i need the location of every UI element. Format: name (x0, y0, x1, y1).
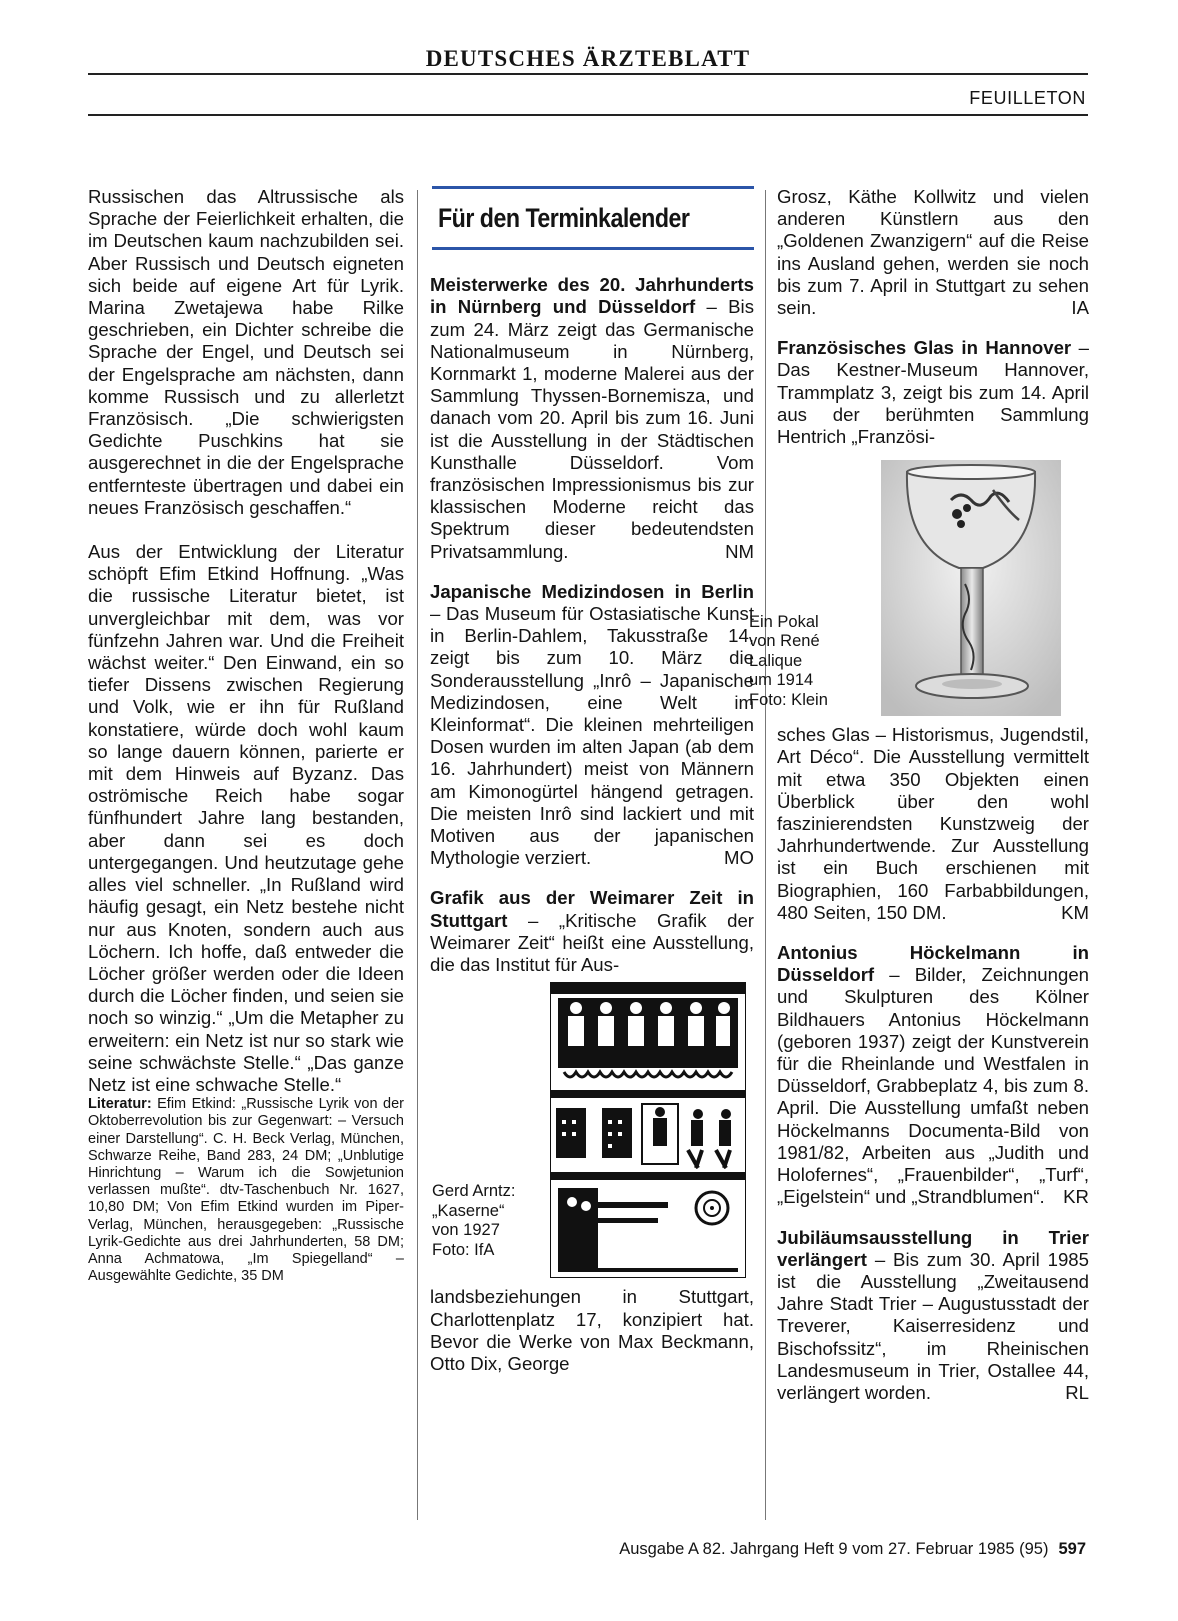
page-footer (619, 1540, 1086, 1559)
issue-info: Ausgabe A 82. Jahrgang Heft 9 vom 27. Februar 1985 (95) (619, 1540, 1049, 1558)
article (430, 887, 754, 976)
literature-text: Efim Etkind: „Russische Lyrik von der Oktoberrevolution bis zur Gegenwart: – Versuch einer Darstellung“. C. H. Beck Verlag, München, Schwarze Reihe, Band 283, 24 DM; „Unblutige Hinrichtung – Warum ich die Sowjetunion verlassen mußte“. dtv-Taschenbuch Nr. 1627, 10,80 DM; Von Efim Etkind wurden im Piper-Verlag, München, herausgegeben: „Russische Lyrik-Gedichte aus drei Jahrhunderten, 58 DM; Anna Achmatowa, „Im Spiegelland“ – Ausgewählte Gedichte, 35 DM (88, 1096, 404, 1285)
article-title: Japanische Medizindosen in Berlin (430, 580, 754, 602)
article-title: Jubiläumsausstellung in Trier verlängert (777, 1226, 1089, 1270)
paragraph: Russischen das Altrussische als Sprache der Feierlichkeit erhalten, die im Deutschen kaum nachzubilden sei. Aber Russisch und Deutsch eigneten sich beide auf eigene Art für Lyrik. Marina Zwetajewa habe Rilke geschrieben, ein Dichter schreibe die Sprache der Engel, und Deutsch sei der Engelsprache am nächsten, dann komme Russisch und zu allerletzt Französisch. „Die schwierigsten Gedichte Puschkins hat sie ausgerechnet in die der Engelsprache entfernteste übertragen und dabei ein neues Französisch geschaffen.“ (88, 186, 404, 518)
article-title: Grafik aus der Weimarer Zeit in Stuttgart (430, 887, 754, 931)
caption-line: von 1927 (432, 1221, 500, 1240)
caption-line: Gerd Arntz: (432, 1182, 516, 1201)
figure-caption (749, 613, 859, 711)
article-text: – Das Museum für Ostasiatische Kunst in Berlin-Dahlem, Takusstraße 14, zeigt bis zum 10. März die Sonderausstellung „Inrô – Japanische Medizindosen, eine Welt im Kleinformat“. Die kleinen mehrteiligen Dosen wurden im alten Japan (ab dem 16. Jahrhundert) meist von Männern am Kimonogürtel hängend getragen. Die meisten Inrô sind lackiert und mit Motiven aus der japanischen Mythologie verziert. (430, 603, 754, 869)
figure-caption (432, 1182, 542, 1260)
article-text: – „Kritische Grafik der Weimarer Zeit“ heißt eine Ausstellung, die das Institut für Aus- (430, 909, 754, 976)
caption-line: von René (749, 632, 820, 651)
box-rule-top (432, 186, 754, 189)
column-2 (430, 186, 754, 1375)
article-text: – Bis zum 24. März zeigt das Germanische Nationalmuseum in Nürnberg, Kornmarkt 1, moderne Malerei aus der Sammlung Thyssen-Bornemisza, und danach vom 20. April bis zum 16. Juni ist die Ausstellung in der Städtischen Kunsthalle Düsseldorf. Vom französischen Impressionismus bis zur klassischen Moderne reicht das Spektrum dieser bedeutendsten Privatsammlung. (430, 296, 754, 562)
header-rule-top (88, 73, 1088, 75)
article-text: – Das Kestner-Museum Hannover, Trammplatz 3, zeigt bis zum 14. April aus der berühmten Sammlung Hentrich „Französi- (777, 337, 1089, 448)
figure-pokal (749, 456, 1089, 720)
article-signature: KM (1061, 901, 1089, 923)
article-signature: KR (1063, 1186, 1089, 1208)
caption-line: Lalique (749, 651, 803, 670)
woodcut-image (550, 982, 746, 1278)
caption-line: „Kaserne“ (432, 1201, 505, 1220)
page-number: 597 (1058, 1540, 1086, 1558)
article-title: Französisches Glas in Hannover (777, 337, 1072, 359)
masthead: DEUTSCHES ÄRZTEBLATT (425, 46, 751, 71)
article-signature: MO (724, 847, 754, 869)
article-end (777, 186, 1089, 319)
literature-note (88, 1096, 404, 1285)
article-title: Meisterwerke des 20. Jahrhunderts in Nürnberg und Düsseldorf (430, 274, 754, 318)
box-rule-bottom (432, 247, 754, 250)
box-title: Für den Terminkalender (438, 203, 690, 233)
article-signature: NM (725, 540, 754, 562)
article-signature: IA (1071, 297, 1089, 319)
article-text: Grosz, Käthe Kollwitz und vielen anderen Künstlern aus den „Goldenen Zwanzigern“ auf die Reise ins Ausland gehen, werden sie noch bis zum 7. April in Stuttgart zu sehen sein. (777, 186, 1089, 319)
caption-line: um 1914 (749, 671, 814, 690)
article-text: sches Glas – Historismus, Jugendstil, Art Déco“. Die Ausstellung vermittelt mit etwa 350 Objekten einen Überblick über den wohl faszinierendsten Kunstzweig der Jahrhundertwende. Zur Ausstellung ist ein Buch erschienen mit Biographien, 160 Farbabbildungen, 480 Seiten, 150 DM. (777, 724, 1089, 923)
caption-line: Foto: IfA (432, 1240, 495, 1259)
article-title: Antonius Höckelmann in Düsseldorf (777, 942, 1089, 986)
article-signature: RL (1065, 1381, 1089, 1403)
column-divider-left (417, 190, 418, 1520)
caption-line: Ein Pokal (749, 612, 819, 631)
article (777, 337, 1089, 448)
section-label: FEUILLETON (969, 88, 1086, 108)
caption-line: Foto: Klein (749, 690, 828, 709)
article (430, 581, 754, 870)
glass-goblet-image (881, 460, 1061, 716)
article-continued: landsbeziehungen in Stuttgart, Charlottenplatz 17, konzipiert hat. Bevor die Werke von Max Beckmann, Otto Dix, George (430, 1286, 754, 1374)
paragraph: Aus der Entwicklung der Literatur schöpft Efim Etkind Hoffnung. „Was die russische Literatur bietet, ist unvergleichbar mit dem, was vor fünfzehn Jahren war. Und die Freiheit wächst weiter.“ Den Einwand, ein so tiefer Dissens zwischen Regierung und Volk, wie er ihn für Rußland konstatiere, würde doch wohl kaum so lange dauern können, parierte er mit dem Hinweis auf Byzanz. Das oströmische Reich habe sogar fünfhundert Jahre lang bestanden, aber dann sei es doch untergegangen. Und heutzutage gehe alles viel schneller. „In Rußland wird häufig gesagt, ein Netz bestehe nicht nur aus Knoten, sondern auch aus Löchern. Ich hoffe, daß entweder die Löcher größer werden oder die Ideen durch die Löcher finden, und seien sie noch so winzig.“ „Um die Metapher zu erweitern: ein Netz ist nur so stark wie seine schwächste Stelle.“ „Das ganze Netz ist eine schwache Stelle.“ (88, 541, 404, 1095)
figure-kaserne (430, 982, 754, 1282)
article-text: – Bilder, Zeichnungen und Skulpturen des Kölner Bildhauers Antonius Höckelmann (geboren 1937) zeigt der Kunstverein für die Rheinlande und Westfalen in Düsseldorf, Grabbeplatz 4, bis zum 8. April. Die Ausstellung umfaßt neben Höckelmanns Documenta-Bild von 1981/82, Arbeiten aus „Judith und Holofernes“, „Frauenbilder“, „Turf“, „Eigelstein“ und „Strandblumen“. (777, 964, 1089, 1208)
article (777, 1227, 1089, 1405)
literature-label: Literatur: (88, 1096, 152, 1113)
article-continued (777, 724, 1089, 924)
column-divider-right (765, 190, 766, 1520)
header-rule-bottom (88, 114, 1088, 116)
article (430, 274, 754, 563)
column-1 (88, 186, 404, 1285)
article-text: – Bis zum 30. April 1985 ist die Ausstellung „Zweitausend Jahre Stadt Trier – Augustusstadt der Treverer, Kaiserresidenz und Bischofssitz“, im Rheinischen Landesmuseum in Trier, Ostallee 44, verlängert worden. (777, 1248, 1089, 1403)
column-3 (749, 186, 1089, 1404)
article (777, 942, 1089, 1208)
